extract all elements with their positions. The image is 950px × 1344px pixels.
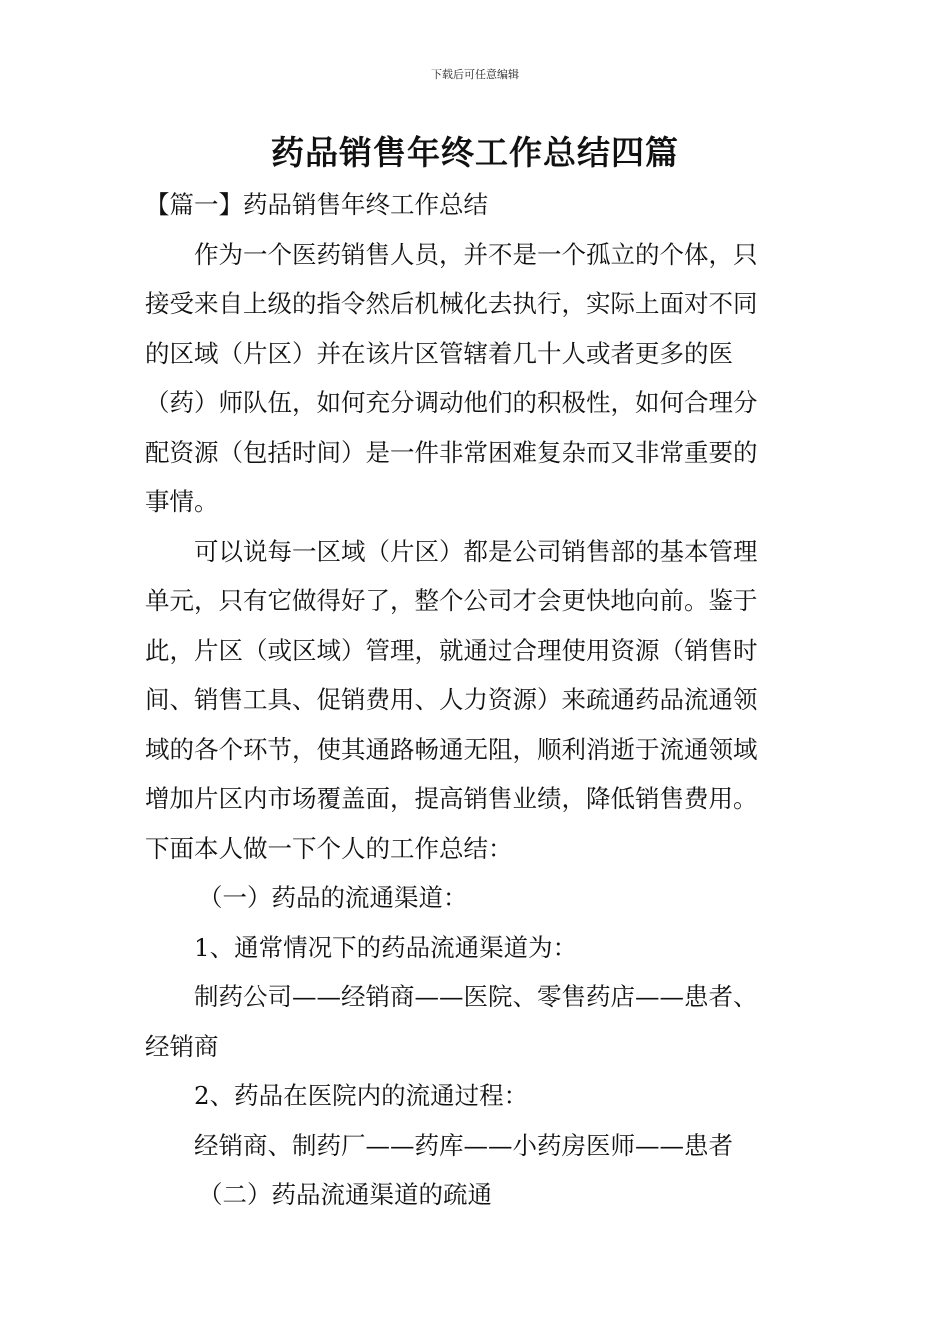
document-body — [145, 180, 809, 1220]
section-heading: 【篇一】药品销售年终工作总结 — [145, 190, 488, 219]
paragraph-line: （药）师队伍，如何充分调动他们的积极性，如何合理分 — [145, 388, 758, 417]
subsection-heading: （一）药品的流通渠道： — [198, 883, 468, 912]
list-item-line: 经销商 — [145, 1031, 219, 1061]
paragraph-line: 域的各个环节，使其通路畅通无阻，顺利消逝于流通领域 — [145, 734, 758, 764]
paragraph-line: 作为一个医药销售人员，并不是一个孤立的个体，只 — [194, 239, 758, 269]
list-item-title: 1、通常情况下的药品流通渠道为： — [194, 932, 578, 962]
paragraph-line: 此，片区（或区域）管理，就通过合理使用资源（销售时 — [145, 635, 758, 665]
subsection-heading: （二）药品流通渠道的疏通 — [198, 1180, 492, 1209]
paragraph-line: 接受来自上级的指令然后机械化去执行，实际上面对不同 — [145, 289, 758, 318]
paragraph-line: 事情。 — [145, 487, 219, 516]
list-item-title: 2、药品在医院内的流通过程： — [194, 1081, 529, 1110]
header-note: 下载后可任意编辑 — [431, 68, 519, 81]
document-title: 药品销售年终工作总结四篇 — [271, 133, 679, 172]
paragraph-line: 可以说每一区域（片区）都是公司销售部的基本管理 — [194, 536, 758, 566]
paragraph-line: 配资源（包括时间）是一件非常困难复杂而又非常重要的 — [145, 437, 758, 467]
list-item-line: 制药公司——经销商——医院、零售药店——患者、 — [194, 982, 758, 1011]
paragraph-line: 间、销售工具、促销费用、人力资源）来疏通药品流通领 — [145, 685, 758, 714]
paragraph-line: 增加片区内市场覆盖面，提高销售业绩，降低销售费用。 — [145, 784, 758, 813]
paragraph-line: 的区域（片区）并在该片区管辖着几十人或者更多的医 — [145, 338, 733, 368]
list-item-line: 经销商、制药厂——药库——小药房医师——患者 — [194, 1130, 733, 1160]
paragraph-line: 下面本人做一下个人的工作总结： — [145, 833, 513, 863]
paragraph-line: 单元，只有它做得好了，整个公司才会更快地向前。鉴于 — [145, 586, 758, 615]
